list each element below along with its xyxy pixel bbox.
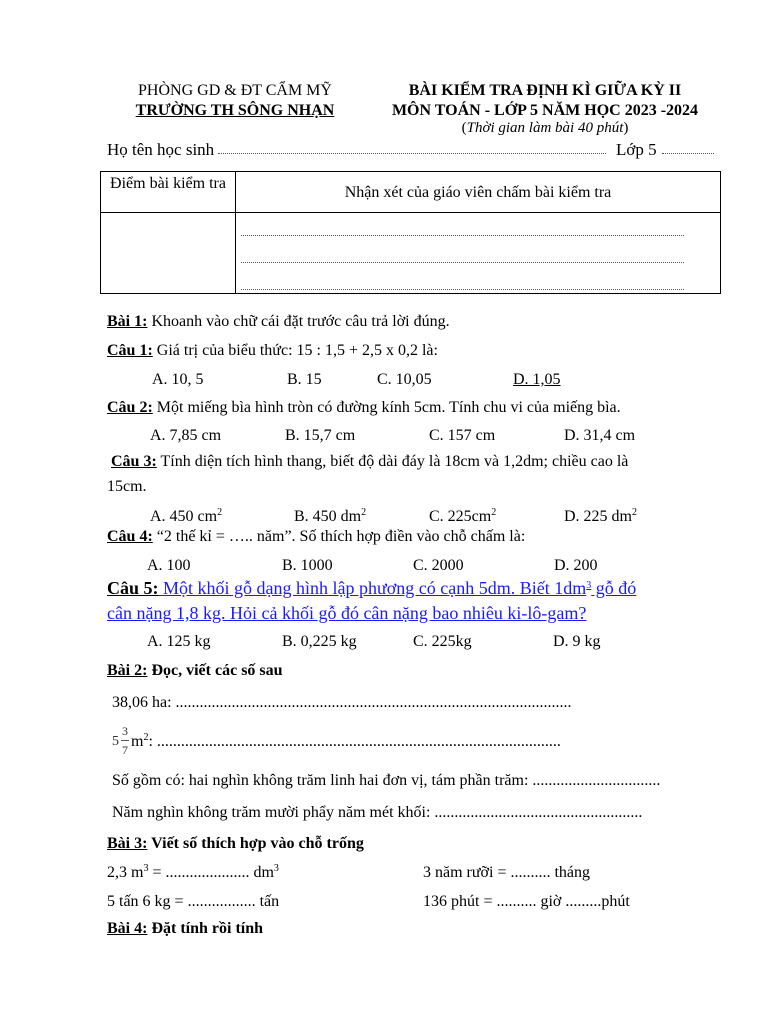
cau1-question: Câu 1: Giá trị của biểu thức: 15 : 1,5 + 2,5 x 0,2 là: [107, 342, 438, 359]
department-name: PHÒNG GD & ĐT CẨM MỸ [138, 82, 332, 99]
class-field[interactable] [662, 153, 714, 154]
bai1-instruction: Bài 1: Khoanh vào chữ cái đặt trước câu trả lời đúng. [107, 313, 450, 330]
school-name: TRƯỜNG TH SÔNG NHẠN [135, 102, 335, 119]
cau3-option-c[interactable]: C. $225cm^2$ [429, 507, 497, 525]
fraction-numerator: 3 [122, 724, 128, 738]
cau2-option-c[interactable]: C. 157 cm [429, 427, 496, 444]
cau2-option-b[interactable]: B. 15,7 cm [285, 427, 356, 444]
comment-header: Nhận xét của giáo viên chấm bài kiểm tra [344, 184, 612, 201]
exam-title: BÀI KIỂM TRA ĐỊNH KÌ GIỮA KỲ II [408, 82, 682, 99]
bai2-line-2[interactable]: $m^2$: ..................................................................................................... [131, 732, 561, 750]
cau3-question: Câu 3: Tính diện tích hình thang, biết độ dài đáy là 18cm và 1,2dm; chiều cao là [111, 453, 629, 470]
score-header: Điểm bài kiểm tra [110, 175, 226, 192]
bai2-line-4[interactable]: Năm nghìn không trăm mười phẩy năm mét khối: .................................................... [112, 804, 643, 821]
bai4-title: Bài 4: Đặt tính rồi tính [107, 920, 264, 937]
cau3-question-cont: 15cm. [107, 478, 147, 495]
exam-duration: (Thời gian làm bài 40 phút) [461, 120, 629, 136]
student-name-label: Họ tên học sinh [107, 140, 215, 159]
cau3-option-d[interactable]: D. 225 $dm^2$ [564, 507, 637, 525]
cau1-option-a[interactable]: A. 10, 5 [152, 371, 204, 388]
cau5-option-c[interactable]: C. 225kg [413, 633, 472, 650]
cau1-option-b[interactable]: B. 15 [287, 371, 322, 388]
cau2-option-d[interactable]: D. 31,4 cm [564, 427, 636, 444]
bai3-title: Bài 3: Viết số thích hợp vào chỗ trống [107, 835, 364, 852]
cau5-option-b[interactable]: B. 0,225 kg [282, 633, 357, 650]
score-table [100, 171, 721, 294]
comment-line[interactable] [241, 289, 684, 290]
cau4-option-d[interactable]: D. 200 [554, 557, 598, 574]
cau1-option-c[interactable]: C. 10,05 [377, 371, 432, 388]
bai3-left-2[interactable]: 5 tấn 6 kg = ................. tấn [107, 893, 280, 910]
cau5-question-cont: cân nặng 1,8 kg. Hỏi cả khối gỗ đó cân nặng bao nhiêu ki-lô-gam? [107, 603, 587, 623]
bai2-line-3[interactable]: Số gồm có: hai nghìn không trăm linh hai đơn vị, tám phần trăm: ................................ [112, 772, 661, 789]
cau1-option-d[interactable]: D. 1,05 [513, 371, 561, 388]
cau4-question: Câu 4: “2 thế kỉ = ….. năm”. Số thích hợp điền vào chỗ chấm là: [107, 528, 526, 545]
exam-subject: MÔN TOÁN - LỚP 5 NĂM HỌC 2023 -2024 [391, 102, 699, 119]
cau3-option-a[interactable]: A. 450 $cm^2$ [150, 507, 223, 525]
mixed-fraction-whole: 5 [112, 734, 119, 749]
bai3-right-2[interactable]: 136 phút = .......... giờ .........phút [423, 893, 630, 910]
cau4-option-c[interactable]: C. 2000 [413, 557, 464, 574]
bai3-right-1[interactable]: 3 năm rưỡi = .......... tháng [423, 864, 591, 881]
bai3-left-1[interactable]: 2,3 $m^3$ = ..................... $dm^3$ [107, 863, 279, 881]
comment-line[interactable] [241, 262, 684, 263]
cau2-option-a[interactable]: A. 7,85 cm [150, 427, 222, 444]
fraction-bar [121, 740, 129, 741]
cau4-option-b[interactable]: B. 1000 [282, 557, 333, 574]
bai2-line-1[interactable]: 38,06 ha: ................................................................................................... [112, 694, 572, 711]
class-label: Lớp 5 [616, 140, 657, 159]
fraction-denominator: 7 [122, 743, 128, 757]
bai2-title: Bài 2: Đọc, viết các số sau [107, 662, 283, 679]
cau5-option-d[interactable]: D. 9 kg [553, 633, 601, 650]
cau5-option-a[interactable]: A. 125 kg [147, 633, 211, 650]
comment-line[interactable] [241, 235, 684, 236]
cau2-question: Câu 2: Một miếng bìa hình tròn có đường kính 5cm. Tính chu vi của miếng bìa. [107, 399, 621, 416]
cau4-option-a[interactable]: A. 100 [147, 557, 191, 574]
cau5-question: Câu 5: Một khối gỗ dạng hình lập phương có cạnh 5dm. Biết $1dm^3$ gỗ đó [107, 578, 637, 598]
cau3-option-b[interactable]: B. 450 $dm^2$ [294, 507, 367, 525]
student-name-field[interactable] [218, 153, 606, 154]
